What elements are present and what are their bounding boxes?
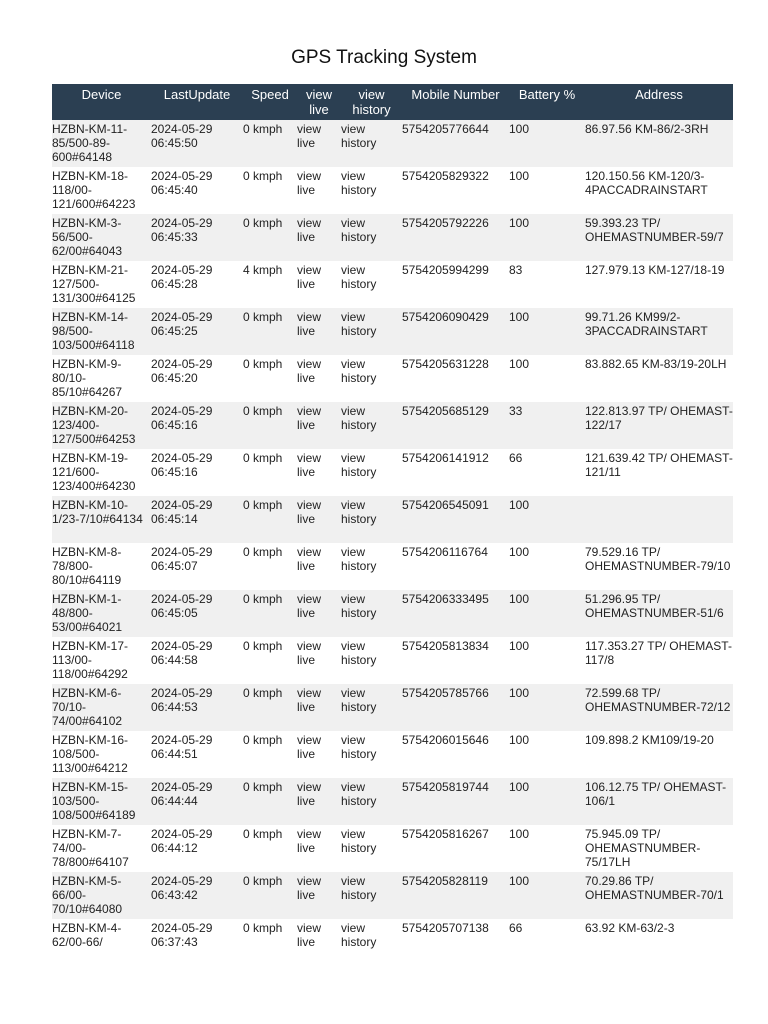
- address-cell: 59.393.23 TP/ OHEMASTNUMBER-59/7: [585, 214, 733, 261]
- lastupdate-cell: 2024-05-29 06:44:44: [151, 778, 243, 825]
- speed-cell: 0 kmph: [243, 402, 297, 449]
- table-row: [52, 214, 733, 261]
- column-header-battery[interactable]: Battery %: [509, 84, 585, 120]
- mobile-number-cell: 5754205685129: [402, 402, 509, 449]
- mobile-number-cell: 5754205776644: [402, 120, 509, 167]
- lastupdate-cell: 2024-05-29 06:44:12: [151, 825, 243, 872]
- speed-cell: 4 kmph: [243, 261, 297, 308]
- device-cell: HZBN-KM-20-123/400-127/500#64253: [52, 402, 151, 449]
- lastupdate-cell: 2024-05-29 06:45:50: [151, 120, 243, 167]
- address-cell: 109.898.2 KM109/19-20: [585, 731, 733, 778]
- mobile-number-cell: 5754206333495: [402, 590, 509, 637]
- lastupdate-cell: 2024-05-29 06:45:16: [151, 449, 243, 496]
- battery-cell: 100: [509, 355, 585, 402]
- mobile-number-cell: 5754205631228: [402, 355, 509, 402]
- lastupdate-cell: 2024-05-29 06:45:05: [151, 590, 243, 637]
- table-row: [52, 684, 733, 731]
- device-cell: HZBN-KM-18-118/00-121/600#64223: [52, 167, 151, 214]
- view-history-link[interactable]: view history: [341, 449, 402, 496]
- view-history-link[interactable]: view history: [341, 167, 402, 214]
- view-history-link[interactable]: view history: [341, 355, 402, 402]
- address-cell: 63.92 KM-63/2-3: [585, 919, 733, 966]
- battery-cell: 83: [509, 261, 585, 308]
- table-row: [52, 308, 733, 355]
- device-cell: HZBN-KM-3-56/500-62/00#64043: [52, 214, 151, 261]
- battery-cell: 100: [509, 825, 585, 872]
- devices-table: [52, 84, 733, 966]
- lastupdate-cell: 2024-05-29 06:45:25: [151, 308, 243, 355]
- table-row: [52, 825, 733, 872]
- address-cell: 120.150.56 KM-120/3-4PACCADRAINSTART: [585, 167, 733, 214]
- table-row: [52, 120, 733, 167]
- view-live-link[interactable]: view live: [297, 355, 341, 402]
- view-history-link[interactable]: view history: [341, 261, 402, 308]
- device-cell: HZBN-KM-6-70/10-74/00#64102: [52, 684, 151, 731]
- page-title: GPS Tracking System: [291, 47, 477, 68]
- speed-cell: 0 kmph: [243, 778, 297, 825]
- speed-cell: 0 kmph: [243, 308, 297, 355]
- battery-cell: 66: [509, 919, 585, 966]
- view-live-link[interactable]: view live: [297, 778, 341, 825]
- view-history-link[interactable]: view history: [341, 731, 402, 778]
- speed-cell: 0 kmph: [243, 731, 297, 778]
- device-cell: HZBN-KM-4-62/00-66/: [52, 919, 151, 966]
- table-row: [52, 919, 733, 966]
- address-cell: [585, 496, 733, 543]
- address-cell: 72.599.68 TP/ OHEMASTNUMBER-72/12: [585, 684, 733, 731]
- lastupdate-cell: 2024-05-29 06:45:33: [151, 214, 243, 261]
- view-live-link[interactable]: view live: [297, 402, 341, 449]
- speed-cell: 0 kmph: [243, 355, 297, 402]
- lastupdate-cell: 2024-05-29 06:43:42: [151, 872, 243, 919]
- column-header-address[interactable]: Address: [585, 84, 733, 120]
- battery-cell: 100: [509, 496, 585, 543]
- speed-cell: 0 kmph: [243, 872, 297, 919]
- view-history-link[interactable]: view history: [341, 778, 402, 825]
- speed-cell: 0 kmph: [243, 590, 297, 637]
- view-history-link[interactable]: view history: [341, 496, 402, 543]
- battery-cell: 33: [509, 402, 585, 449]
- mobile-number-cell: 5754205829322: [402, 167, 509, 214]
- table-row: [52, 731, 733, 778]
- device-cell: HZBN-KM-1-48/800-53/00#64021: [52, 590, 151, 637]
- speed-cell: 0 kmph: [243, 167, 297, 214]
- view-live-link[interactable]: view live: [297, 590, 341, 637]
- lastupdate-cell: 2024-05-29 06:45:40: [151, 167, 243, 214]
- mobile-number-cell: 5754206116764: [402, 543, 509, 590]
- view-live-link[interactable]: view live: [297, 261, 341, 308]
- speed-cell: 0 kmph: [243, 919, 297, 966]
- mobile-number-cell: 5754206545091: [402, 496, 509, 543]
- view-live-link[interactable]: view live: [297, 120, 341, 167]
- address-cell: 83.882.65 KM-83/19-20LH: [585, 355, 733, 402]
- view-history-link[interactable]: view history: [341, 684, 402, 731]
- address-cell: 70.29.86 TP/ OHEMASTNUMBER-70/1: [585, 872, 733, 919]
- view-live-link[interactable]: view live: [297, 872, 341, 919]
- address-cell: 127.979.13 KM-127/18-19: [585, 261, 733, 308]
- view-history-link[interactable]: view history: [341, 402, 402, 449]
- column-header-speed[interactable]: Speed: [243, 84, 297, 120]
- device-cell: HZBN-KM-17-113/00-118/00#64292: [52, 637, 151, 684]
- battery-cell: 100: [509, 872, 585, 919]
- table-row: [52, 496, 733, 543]
- mobile-number-cell: 5754205994299: [402, 261, 509, 308]
- mobile-number-cell: 5754205819744: [402, 778, 509, 825]
- speed-cell: 0 kmph: [243, 496, 297, 543]
- mobile-number-cell: 5754206015646: [402, 731, 509, 778]
- view-history-link[interactable]: view history: [341, 590, 402, 637]
- device-cell: HZBN-KM-21-127/500-131/300#64125: [52, 261, 151, 308]
- speed-cell: 0 kmph: [243, 543, 297, 590]
- table-row: [52, 261, 733, 308]
- device-cell: HZBN-KM-7-74/00-78/800#64107: [52, 825, 151, 872]
- view-history-link[interactable]: view history: [341, 214, 402, 261]
- address-cell: 51.296.95 TP/ OHEMASTNUMBER-51/6: [585, 590, 733, 637]
- speed-cell: 0 kmph: [243, 449, 297, 496]
- mobile-number-cell: 5754205813834: [402, 637, 509, 684]
- lastupdate-cell: 2024-05-29 06:45:07: [151, 543, 243, 590]
- column-header-mobile-number[interactable]: Mobile Number: [402, 84, 509, 120]
- battery-cell: 66: [509, 449, 585, 496]
- battery-cell: 100: [509, 590, 585, 637]
- view-history-link[interactable]: view history: [341, 543, 402, 590]
- view-live-link[interactable]: view live: [297, 308, 341, 355]
- device-cell: HZBN-KM-15-103/500-108/500#64189: [52, 778, 151, 825]
- address-cell: 122.813.97 TP/ OHEMAST-122/17: [585, 402, 733, 449]
- view-history-link[interactable]: view history: [341, 308, 402, 355]
- view-live-link[interactable]: view live: [297, 731, 341, 778]
- lastupdate-cell: 2024-05-29 06:44:51: [151, 731, 243, 778]
- view-live-link[interactable]: view live: [297, 825, 341, 872]
- view-live-link[interactable]: view live: [297, 496, 341, 543]
- device-cell: HZBN-KM-11-85/500-89-600#64148: [52, 120, 151, 167]
- battery-cell: 100: [509, 731, 585, 778]
- view-history-link[interactable]: view history: [341, 637, 402, 684]
- speed-cell: 0 kmph: [243, 120, 297, 167]
- lastupdate-cell: 2024-05-29 06:45:14: [151, 496, 243, 543]
- view-history-link[interactable]: view history: [341, 825, 402, 872]
- view-live-link[interactable]: view live: [297, 919, 341, 966]
- speed-cell: 0 kmph: [243, 637, 297, 684]
- battery-cell: 100: [509, 308, 585, 355]
- mobile-number-cell: 5754205707138: [402, 919, 509, 966]
- column-header-device[interactable]: Device: [52, 84, 151, 120]
- address-cell: 106.12.75 TP/ OHEMAST-106/1: [585, 778, 733, 825]
- device-cell: HZBN-KM-16-108/500-113/00#64212: [52, 731, 151, 778]
- mobile-number-cell: 5754206141912: [402, 449, 509, 496]
- device-cell: HZBN-KM-5-66/00-70/10#64080: [52, 872, 151, 919]
- battery-cell: 100: [509, 120, 585, 167]
- address-cell: 99.71.26 KM99/2-3PACCADRAINSTART: [585, 308, 733, 355]
- view-live-link[interactable]: view live: [297, 637, 341, 684]
- column-header-lastupdate[interactable]: LastUpdate: [151, 84, 243, 120]
- device-cell: HZBN-KM-8-78/800-80/10#64119: [52, 543, 151, 590]
- address-cell: 117.353.27 TP/ OHEMAST-117/8: [585, 637, 733, 684]
- lastupdate-cell: 2024-05-29 06:37:43: [151, 919, 243, 966]
- table-row: [52, 449, 733, 496]
- device-cell: HZBN-KM-14-98/500-103/500#64118: [52, 308, 151, 355]
- lastupdate-cell: 2024-05-29 06:45:28: [151, 261, 243, 308]
- mobile-number-cell: 5754205785766: [402, 684, 509, 731]
- lastupdate-cell: 2024-05-29 06:45:16: [151, 402, 243, 449]
- battery-cell: 100: [509, 167, 585, 214]
- view-live-link[interactable]: view live: [297, 214, 341, 261]
- view-live-link[interactable]: view live: [297, 684, 341, 731]
- view-history-link[interactable]: view history: [341, 919, 402, 966]
- device-cell: HZBN-KM-9-80/10-85/10#64267: [52, 355, 151, 402]
- table-body: [52, 120, 733, 966]
- header-row: [52, 84, 733, 120]
- speed-cell: 0 kmph: [243, 825, 297, 872]
- speed-cell: 0 kmph: [243, 214, 297, 261]
- mobile-number-cell: 5754205828119: [402, 872, 509, 919]
- column-header-view-live[interactable]: view live: [297, 84, 341, 120]
- view-history-link[interactable]: view history: [341, 120, 402, 167]
- lastupdate-cell: 2024-05-29 06:45:20: [151, 355, 243, 402]
- table-row: [52, 872, 733, 919]
- battery-cell: 100: [509, 778, 585, 825]
- column-header-view-history[interactable]: view history: [341, 84, 402, 120]
- battery-cell: 100: [509, 543, 585, 590]
- lastupdate-cell: 2024-05-29 06:44:58: [151, 637, 243, 684]
- view-live-link[interactable]: view live: [297, 543, 341, 590]
- address-cell: 86.97.56 KM-86/2-3RH: [585, 120, 733, 167]
- table-row: [52, 543, 733, 590]
- table-row: [52, 355, 733, 402]
- battery-cell: 100: [509, 684, 585, 731]
- speed-cell: 0 kmph: [243, 684, 297, 731]
- table-row: [52, 590, 733, 637]
- device-cell: HZBN-KM-10-1/23-7/10#64134: [52, 496, 151, 543]
- mobile-number-cell: 5754206090429: [402, 308, 509, 355]
- address-cell: 75.945.09 TP/ OHEMASTNUMBER-75/17LH: [585, 825, 733, 872]
- table-row: [52, 637, 733, 684]
- device-cell: HZBN-KM-19-121/600-123/400#64230: [52, 449, 151, 496]
- mobile-number-cell: 5754205792226: [402, 214, 509, 261]
- mobile-number-cell: 5754205816267: [402, 825, 509, 872]
- address-cell: 79.529.16 TP/ OHEMASTNUMBER-79/10: [585, 543, 733, 590]
- view-live-link[interactable]: view live: [297, 167, 341, 214]
- lastupdate-cell: 2024-05-29 06:44:53: [151, 684, 243, 731]
- address-cell: 121.639.42 TP/ OHEMAST-121/11: [585, 449, 733, 496]
- battery-cell: 100: [509, 637, 585, 684]
- table-row: [52, 402, 733, 449]
- table-row: [52, 778, 733, 825]
- view-live-link[interactable]: view live: [297, 449, 341, 496]
- table-row: [52, 167, 733, 214]
- table-header: [52, 84, 733, 120]
- view-history-link[interactable]: view history: [341, 872, 402, 919]
- battery-cell: 100: [509, 214, 585, 261]
